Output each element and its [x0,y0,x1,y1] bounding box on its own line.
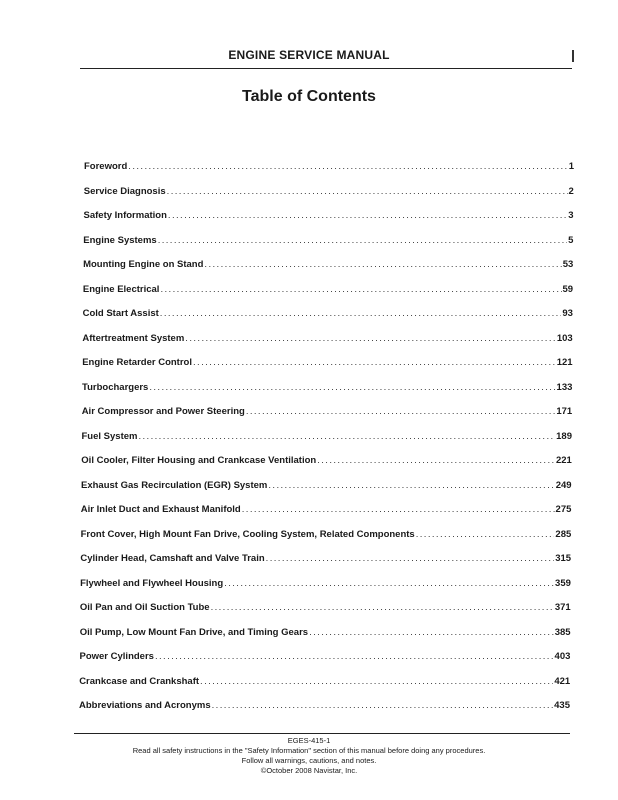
toc-entry-label: Safety Information [83,210,167,221]
toc-entry-page: 2 [568,185,574,197]
toc-entry-label: Engine Systems [83,234,157,246]
toc-entry-label: Oil Pump, Low Mount Fan Drive, and Timing Gears [79,626,309,638]
toc-entry-label: Air Compressor and Power Steering [81,406,245,417]
toc-entry-page: 359 [555,577,571,589]
toc-leader-dots [168,210,567,222]
toc-entry[interactable] [82,333,572,345]
toc-leader-dots [149,382,555,394]
toc-entry-label: Foreword [84,161,128,172]
toc-entry[interactable] [79,676,570,688]
toc-entry[interactable] [80,627,571,639]
footer-divider [74,733,570,734]
toc-entry[interactable] [81,504,572,516]
toc-leader-dots [246,406,556,418]
toc-entry-page: 1 [568,161,574,172]
toc-entry-label: Front Cover, High Mount Fan Drive, Cooling System, Related Components [80,528,415,540]
toc-heading: Table of Contents [242,88,376,105]
footer-copyright: ©October 2008 Navistar, Inc. [260,766,358,775]
toc-entry[interactable] [80,553,571,565]
toc-entry[interactable] [82,382,572,394]
toc-entry-label: Engine Retarder Control [82,357,192,368]
toc-entry[interactable] [83,259,573,271]
toc-leader-dots [158,235,567,247]
toc-leader-dots [185,333,556,345]
toc-entry-label: Oil Cooler, Filter Housing and Crankcase Ventilation [81,455,317,466]
toc-entry[interactable] [79,700,570,712]
toc-entry-page: 121 [556,357,573,368]
toc-entry-page: 189 [556,430,572,442]
toc-leader-dots [224,578,554,590]
toc-entry-label: Mounting Engine on Stand [83,259,204,270]
toc-entry[interactable] [81,529,572,541]
toc-entry[interactable] [83,284,573,296]
footer-doc-code: EGES-415-1 [287,736,331,745]
toc-leader-dots [416,529,555,541]
toc-leader-dots [317,455,555,467]
toc-entry-page: 93 [562,308,573,319]
toc-entry-label: Air Inlet Duct and Exhaust Manifold [80,504,241,515]
toc-entry-label: Abbreviations and Acronyms [79,700,211,711]
toc-entry-page: 403 [554,651,571,662]
toc-entry[interactable] [80,602,571,614]
footer-safety-notice: Read all safety instructions in the "Safety Information" section of this manual before doing any procedures. [132,746,486,755]
toc-entry[interactable] [82,406,573,418]
toc-leader-dots [212,700,554,712]
toc-leader-dots [160,284,561,296]
toc-leader-dots [155,651,554,663]
toc-entry[interactable] [83,235,573,247]
toc-leader-dots [160,308,562,320]
toc-entry-label: Service Diagnosis [83,185,166,197]
toc-leader-dots [309,627,554,639]
toc-entry-page: 171 [556,406,573,417]
toc-entry-page: 53 [562,259,574,270]
manual-title: ENGINE SERVICE MANUAL [228,48,390,62]
toc-entry-label: Exhaust Gas Recirculation (EGR) System [81,479,268,491]
toc-entry-page: 59 [562,283,574,295]
toc-entry-label: Cold Start Assist [82,308,159,319]
toc-entry-page: 371 [554,602,571,613]
toc-entry-page: 103 [556,332,573,344]
toc-entry-page: 249 [555,479,572,491]
toc-entry-page: 275 [555,504,572,515]
toc-leader-dots [204,259,561,271]
toc-entry-page: 421 [554,675,571,687]
toc-entry[interactable] [80,651,571,663]
toc-leader-dots [211,602,554,614]
toc-entry[interactable] [84,186,574,198]
toc-leader-dots [138,431,555,443]
toc-entry-label: Engine Electrical [82,283,160,295]
toc-entry-page: 435 [554,700,570,711]
toc-entry[interactable] [84,161,574,173]
toc-entry-label: Crankcase and Crankshaft [79,675,200,687]
toc-entry-page: 3 [568,210,574,221]
toc-entry-page: 385 [554,626,571,638]
toc-entry-page: 133 [556,381,573,393]
toc-entry[interactable] [82,357,572,369]
toc-leader-dots [242,504,555,516]
toc-entry-page: 285 [555,528,572,540]
toc-entry-label: Fuel System [81,430,138,442]
toc-leader-dots [128,161,567,173]
toc-entry-label: Power Cylinders [79,651,154,662]
toc-entry-page: 221 [555,455,572,466]
toc-entry[interactable] [81,480,572,492]
toc-leader-dots [200,676,553,688]
toc-entry-label: Turbochargers [82,381,149,393]
toc-entry-page: 5 [568,234,574,246]
toc-leader-dots [193,357,556,369]
toc-entry-page: 315 [555,553,572,564]
toc-entry-label: Aftertreatment System [82,332,185,344]
toc-entry[interactable] [84,210,574,222]
footer-warnings-notice: Follow all warnings, cautions, and notes. [241,756,377,765]
toc-leader-dots [268,480,554,492]
toc-entry[interactable] [82,431,573,443]
toc-entry-label: Cylinder Head, Camshaft and Valve Train [80,553,265,564]
toc-entry-label: Oil Pan and Oil Suction Tube [79,602,210,613]
toc-entry[interactable] [80,578,571,590]
toc-leader-dots [266,553,555,565]
toc-leader-dots [167,186,568,198]
toc-entry-label: Flywheel and Flywheel Housing [80,577,224,589]
toc-entry[interactable] [83,308,573,320]
toc-entry[interactable] [81,455,572,467]
